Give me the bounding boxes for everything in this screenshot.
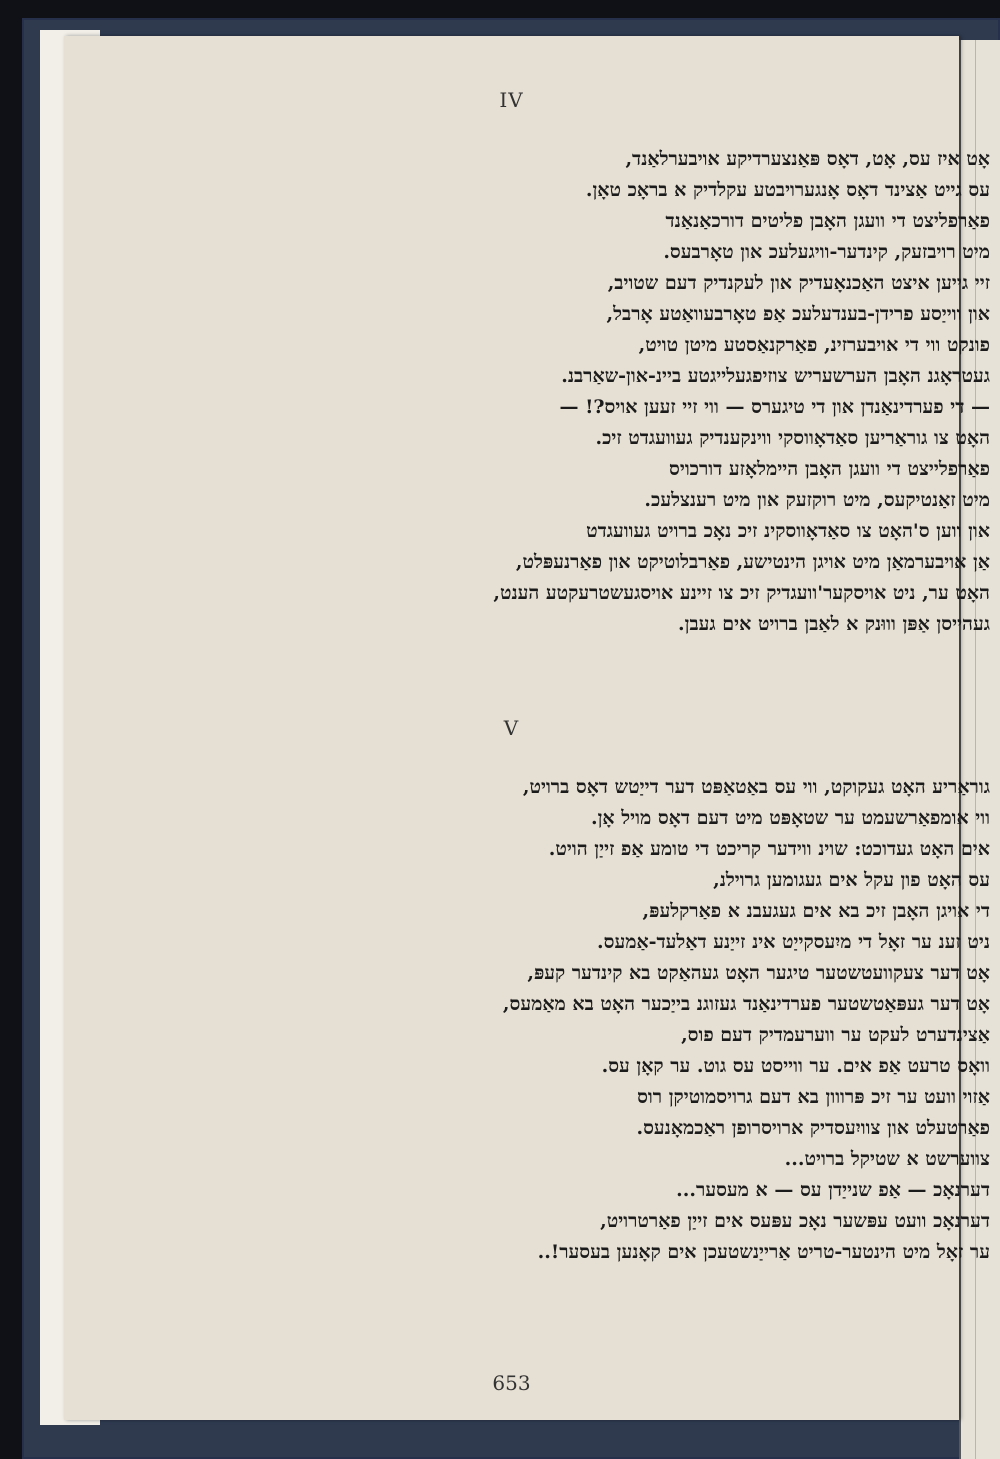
- text-line: און ווייַסע פרידן-בענדעלעכ אַפ טאָרבעוואַטע אָרבל,: [606, 303, 990, 325]
- text-line: און ווען ס'האָט צו סאַדאָווסקינ זיכ נאָכ ברויט געוועגדט: [586, 520, 990, 542]
- page-number: 653: [492, 1371, 531, 1395]
- text-line: וואָס טרעט אַפ אים. ער ווייסט עס גוט. ער קאָן עס.: [601, 1055, 990, 1077]
- text-line: אים האָט געדוכט: שוינ ווידער קריכט די טומע אַפ זייַן הויט.: [548, 838, 990, 860]
- text-line: גוראַריע האָט געקוקט, ווי עס באַטאַפּט דער דייַטש דאָס ברויט,: [522, 776, 990, 798]
- text-line: אַן אויבערמאַן מיט אויגן הינטישע, פאַרבלוטיקט און פאַרנעפּלט,: [515, 551, 990, 573]
- text-line: דערנאָכ וועט עפּשער נאָכ עפּעס אים זייַן פאַרטרויט,: [600, 1210, 990, 1232]
- text-line: צווערשט א שטיקל ברויט...: [784, 1148, 990, 1170]
- text-line: פאַרטעלט און צוויִעסדיק ארויסרופן ראַכמאָנעס.: [636, 1117, 990, 1139]
- section-heading-v: V: [503, 716, 520, 740]
- text-line: ער זאָל מיט הינטער-טריט אַרייַנשטעכן אים קאָנען בעסער!..: [537, 1241, 990, 1263]
- text-line: עס האָט פון עקל אים געגומען גרוילנ,: [713, 869, 990, 891]
- text-line: עס גייט אַצינד דאָס אָנגערויבטע עקלדיק א בראָכ טאָן.: [585, 179, 990, 201]
- text-line: פאַרפליצט די וועגן האָבן פליטים דורכאַנאַנד: [665, 210, 990, 232]
- text-line: האָט ער, ניט אויסקער'וועגדיק זיכ צו זיינע אויסגעשטרעקטע הענט,: [493, 582, 990, 604]
- text-line: האָט צו גוראַריען סאַדאָווסקי ווינקענדיק געוועגדט זיכ.: [595, 427, 990, 449]
- text-line: זיי גייען איצט האַכנאָעדיק און לעקנדיק דעם שטויב,: [607, 272, 990, 294]
- section-v-text: [214, 772, 990, 1268]
- text-line: — די פערדינאַנדן און די טיגערס — ווי זיי זעען אויס?! —: [559, 396, 990, 418]
- text-line: ווי אומפאַרשעמט ער שטאָפּט מיט דעם דאָס מויל אָן.: [590, 807, 990, 829]
- text-line: אַזוי וועט ער זיכ פּרווון בא דעם גרויסמוטיקן רוס: [637, 1086, 990, 1108]
- text-line: אָט דער צעקוועטשטער טיגער האָט געהאַקט בא קינדער קעפּ,: [527, 962, 990, 984]
- text-line: געהייסן אַפּן וווּנק א לאַבן ברויט אים געבן.: [678, 613, 990, 635]
- text-line: אָט דער געפּאַטשטער פערדינאַנד געזוגנ בייַכער האָט בא מאַמעס,: [502, 993, 990, 1015]
- section-iv-text: [214, 144, 990, 640]
- book-page: [64, 36, 990, 1420]
- text-line: מיט רויבזעק, קינדער-וויגעלעכ און טאָרבעס.: [663, 241, 990, 263]
- section-heading-iv: IV: [499, 88, 524, 112]
- text-line: פונקט ווי די אויבערזינ, פאַרקנאַסטע מיטן טויט,: [638, 334, 990, 356]
- text-line: מיט זאַנטיקעס, מיט רוקזעק און מיט רענצלעכ.: [644, 489, 990, 511]
- text-line: ניט זענ ער זאָל די מיִעסקייַט אינ זייַנע דאַלעד-אַמעס.: [597, 931, 990, 953]
- text-line: דערנאָכ — אַפ שנייַדן עס — א מעסער...: [676, 1179, 990, 1201]
- text-line: די אויגן האָבן זיכ בא אים געגעבנ א פאַרקלעפּ,: [642, 900, 990, 922]
- text-line: געטראָגנ האָבן הערשעריש צוזיפגעלייגטע ביינ-און-שאַרבנ.: [561, 365, 990, 387]
- text-line: פאַרפלייצט די וועגן האָבן היימלאָזע דורכויס: [669, 458, 990, 480]
- text-line: אָט איז עס, אָט, דאָס פּאַנצערדיקע אויבערלאַנד,: [625, 148, 990, 170]
- text-line: אַצינדערט לעקט ער ווערעמדיק דעם פוס,: [681, 1024, 990, 1046]
